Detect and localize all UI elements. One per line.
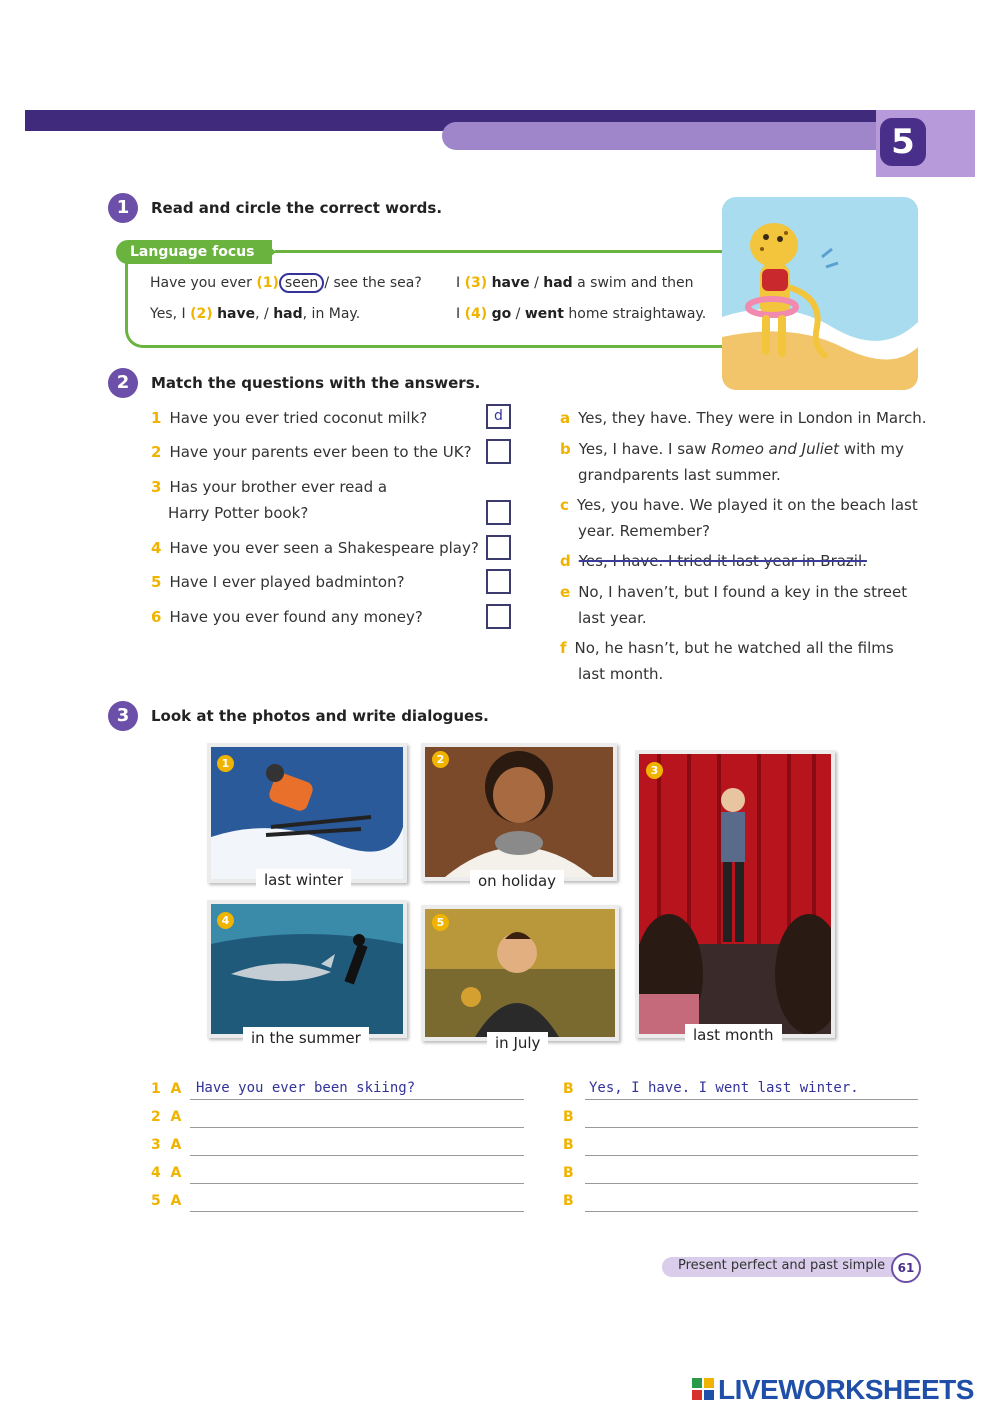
cheetah-beach-illustration — [722, 197, 918, 390]
dialogue-3-a-line — [190, 1155, 524, 1156]
answer-letter: b — [560, 440, 571, 458]
choice-went[interactable]: went — [524, 306, 564, 322]
question-number: 4 — [151, 539, 162, 557]
focus-line-2-text: Yes, I — [150, 306, 191, 322]
answer-box-4[interactable] — [486, 535, 511, 560]
answer-e — [560, 579, 907, 605]
choice-have[interactable]: have — [217, 306, 256, 322]
answer-c-continued: year. Remember? — [578, 522, 710, 540]
gap-1-number: (1) — [256, 275, 279, 291]
question-text: Have you ever seen a Shakespeare play? — [169, 539, 479, 557]
dialogue-4-a-line — [190, 1183, 524, 1184]
separator: , / — [255, 306, 274, 322]
answer-b — [560, 436, 904, 462]
question-text: Have you ever found any money? — [169, 608, 423, 626]
answer-d — [560, 548, 867, 574]
photo-1-caption: last winter — [256, 869, 351, 891]
question-3 — [151, 478, 387, 496]
answer-box-1[interactable]: d — [486, 404, 511, 429]
answer-text: No, I haven’t, but I found a key in the street — [578, 583, 908, 601]
dialogue-3-label — [151, 1137, 181, 1153]
exercise-1-title: Read and circle the correct words. — [151, 199, 443, 217]
question-text: Have I ever played badminton? — [169, 573, 405, 591]
gap-2-number: (2) — [190, 306, 213, 322]
choice-go[interactable]: go — [491, 306, 512, 322]
answer-e-continued: last year. — [578, 609, 647, 627]
answer-f — [560, 635, 894, 661]
answer-box-3[interactable] — [486, 500, 511, 525]
unit-number: 5 — [880, 118, 926, 166]
focus-line-3-text: I — [456, 275, 465, 291]
dialogue-2-a-line — [190, 1127, 524, 1128]
question-number: 2 — [151, 443, 162, 461]
language-focus-frame — [125, 250, 748, 348]
question-6 — [151, 608, 423, 626]
exercise-2-title: Match the questions with the answers. — [151, 374, 481, 392]
answer-text: Yes, they have. They were in London in March. — [578, 409, 927, 427]
focus-line-4-text: I — [456, 306, 465, 322]
speaker-a: A — [170, 1165, 182, 1181]
photo-boy-medal — [421, 905, 619, 1041]
answer-f-continued: last month. — [578, 665, 664, 683]
question-number: 3 — [151, 478, 162, 496]
answer-a — [560, 405, 926, 431]
exercise-2-number: 2 — [108, 368, 138, 398]
exercise-1-number: 1 — [108, 193, 138, 223]
dialogue-1-b-line — [585, 1099, 918, 1100]
focus-line-3 — [456, 275, 694, 291]
photo-skiing — [207, 743, 407, 883]
photo-5-number: 5 — [432, 914, 449, 931]
dialogue-3-b-label: B — [563, 1137, 574, 1153]
answer-letter: f — [560, 639, 567, 657]
focus-line-1 — [150, 275, 422, 291]
question-text: Have you ever tried coconut milk? — [169, 409, 428, 427]
choice-had-3[interactable]: had — [543, 275, 573, 291]
speaker-a: A — [170, 1109, 182, 1125]
choice-had[interactable]: had — [273, 306, 303, 322]
answer-letter: c — [560, 496, 569, 514]
focus-line-2-end: , in May. — [302, 306, 361, 322]
footer-topic: Present perfect and past simple — [678, 1258, 886, 1273]
focus-line-3-end: a swim and then — [572, 275, 694, 291]
dialogue-number: 5 — [151, 1193, 161, 1209]
dialogue-number: 2 — [151, 1109, 161, 1125]
exercise-3-number: 3 — [108, 701, 138, 731]
dialogue-5-b-line — [585, 1211, 918, 1212]
answer-text: No, he hasn’t, but he watched all the films — [574, 639, 894, 657]
separator: / — [511, 306, 525, 322]
dialogue-number: 3 — [151, 1137, 161, 1153]
focus-line-4 — [456, 306, 706, 322]
question-number: 1 — [151, 409, 162, 427]
dialogue-2-label — [151, 1109, 181, 1125]
photo-3-number: 3 — [646, 762, 663, 779]
dialogue-1-b-answer[interactable]: Yes, I have. I went last winter. — [589, 1080, 859, 1096]
dialogue-2-b-line — [585, 1127, 918, 1128]
answer-box-2[interactable] — [486, 439, 511, 464]
dialogue-1-a-line — [190, 1099, 524, 1100]
photo-5-caption: in July — [487, 1032, 548, 1054]
choice-have-3[interactable]: have — [491, 275, 530, 291]
photo-4-caption: in the summer — [243, 1027, 369, 1049]
answer-b-continued: grandparents last summer. — [578, 466, 781, 484]
question-1 — [151, 409, 427, 427]
answer-letter: e — [560, 583, 571, 601]
photo-3-caption: last month — [685, 1024, 782, 1046]
answer-text-crossed-out: Yes, I have. I tried it last year in Brazil. — [578, 552, 867, 570]
photo-2-number: 2 — [432, 751, 449, 768]
dialogue-5-a-line — [190, 1211, 524, 1212]
answer-letter: d — [560, 552, 571, 570]
language-focus-label: Language focus — [116, 240, 272, 264]
dialogue-4-b-line — [585, 1183, 918, 1184]
question-5 — [151, 573, 405, 591]
question-number: 5 — [151, 573, 162, 591]
answer-box-6[interactable] — [486, 604, 511, 629]
dialogue-number: 1 — [151, 1081, 161, 1097]
photo-diver-shark — [207, 900, 407, 1038]
dialogue-3-b-line — [585, 1155, 918, 1156]
separator: / — [529, 275, 544, 291]
dialogue-number: 4 — [151, 1165, 161, 1181]
photo-coffee — [421, 743, 617, 881]
dialogue-4-label — [151, 1165, 181, 1181]
circled-choice-seen[interactable]: seen — [279, 273, 324, 293]
speaker-a: A — [170, 1137, 182, 1153]
answer-title-italic: Romeo and Juliet — [711, 440, 840, 458]
question-2 — [151, 443, 472, 461]
dialogue-2-b-label: B — [563, 1109, 574, 1125]
header-pill — [442, 122, 882, 150]
language-focus-rule — [275, 250, 745, 253]
liveworksheets-brand: LIVEWORKSHEETS — [718, 1374, 974, 1405]
question-3-continued: Harry Potter book? — [168, 504, 309, 522]
answer-text: Yes, I have. I saw — [578, 440, 712, 458]
answer-text-end: with my — [839, 440, 904, 458]
choice-see[interactable]: / see the sea? — [324, 275, 422, 291]
focus-line-1-text: Have you ever — [150, 275, 257, 291]
dialogue-5-label — [151, 1193, 181, 1209]
speaker-a: A — [170, 1193, 182, 1209]
question-number: 6 — [151, 608, 162, 626]
photo-1-number: 1 — [217, 755, 234, 772]
question-text: Have your parents ever been to the UK? — [169, 443, 472, 461]
focus-line-2 — [150, 306, 360, 322]
speaker-a: A — [170, 1081, 182, 1097]
question-4 — [151, 539, 479, 557]
photo-stage-singer — [635, 750, 835, 1038]
answer-box-5[interactable] — [486, 569, 511, 594]
gap-4-number: (4) — [464, 306, 488, 322]
photo-2-caption: on holiday — [470, 870, 564, 892]
dialogue-1-label — [151, 1081, 181, 1097]
photo-4-number: 4 — [217, 912, 234, 929]
answer-letter: a — [560, 409, 571, 427]
dialogue-1-b-label: B — [563, 1081, 574, 1097]
answer-c — [560, 492, 918, 518]
question-text: Has your brother ever read a — [169, 478, 388, 496]
answer-text: Yes, you have. We played it on the beach last — [576, 496, 918, 514]
liveworksheets-logo-icon — [692, 1378, 714, 1400]
dialogue-5-b-label: B — [563, 1193, 574, 1209]
dialogue-1-a-answer[interactable]: Have you ever been skiing? — [196, 1080, 416, 1096]
focus-line-4-end: home straightaway. — [563, 306, 707, 322]
dialogue-4-b-label: B — [563, 1165, 574, 1181]
gap-3-number: (3) — [464, 275, 488, 291]
page-number: 61 — [891, 1253, 921, 1283]
exercise-3-title: Look at the photos and write dialogues. — [151, 707, 489, 725]
language-focus-arrow — [262, 240, 276, 264]
